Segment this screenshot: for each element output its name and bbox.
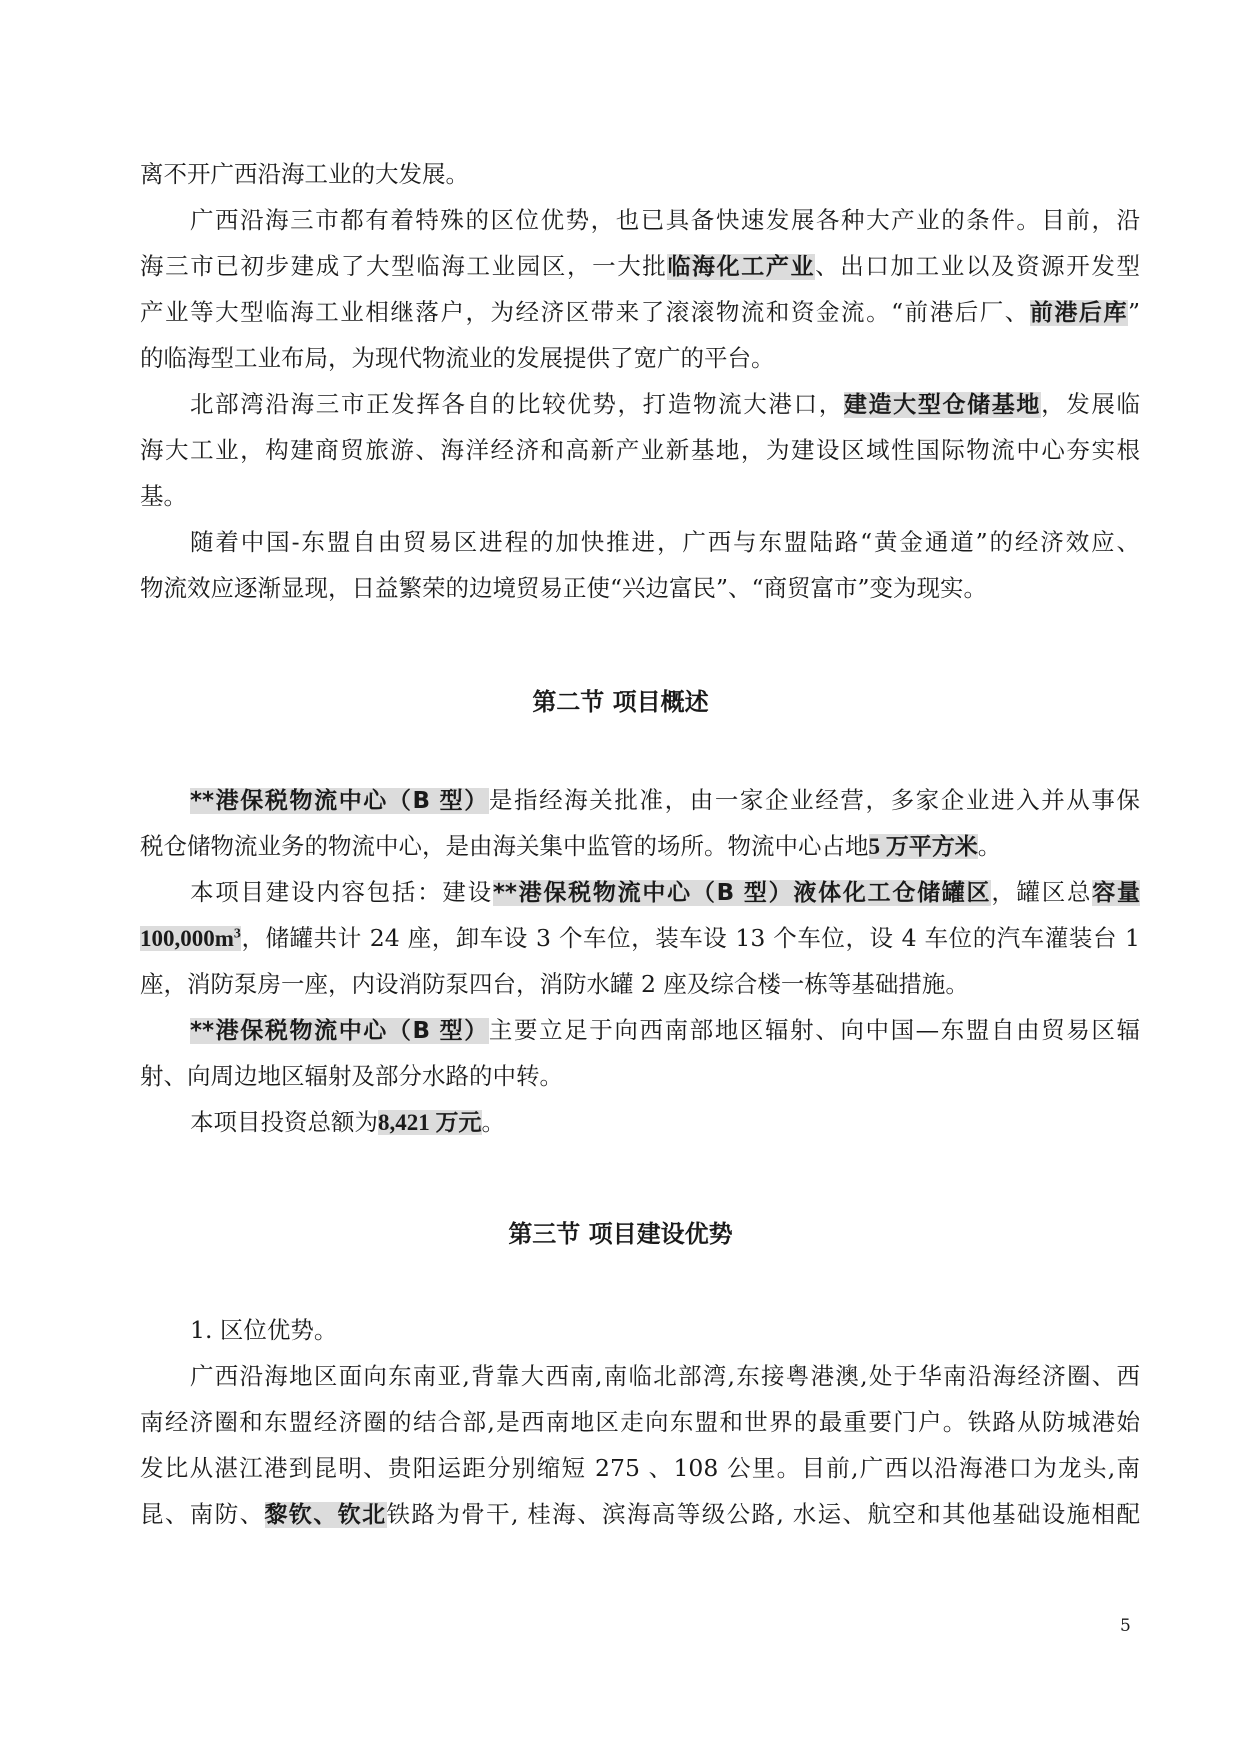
paragraph-line (140, 1452, 1140, 1484)
list-item (190, 1314, 1140, 1346)
text-run: 铁路为骨干, 桂海、滨海高等级公路, 水运、航空和其他基础设施相配 (386, 1500, 1140, 1528)
text-run: 海大工业，构建商贸旅游、海洋经济和高新产业新基地，为建设区域性国际物流中心夯实根 (140, 436, 1140, 464)
highlighted-text: **港保税物流中心（B 型） (190, 1018, 489, 1044)
highlighted-text: **港保税物流中心（B 型）液体化工仓储罐区 (492, 880, 992, 906)
paragraph-line (140, 250, 1140, 283)
highlighted-text: 建造大型仓储基地 (843, 392, 1042, 418)
text-run: 北部湾沿海三市正发挥各自的比较优势，打造物流大港口， (190, 390, 844, 418)
text-run: 1. 区位优势。 (190, 1316, 338, 1344)
paragraph-line (190, 1106, 1140, 1139)
text-run: 本项目投资总额为 (190, 1108, 378, 1136)
paragraph-line (140, 1498, 1140, 1531)
text-run: 广西沿海三市都有着特殊的区位优势，也已具备快速发展各种大产业的条件。目前，沿 (190, 206, 1140, 234)
highlighted-text: 前港后库 (1029, 300, 1128, 326)
text-run: 产业等大型临海工业相继落户，为经济区带来了滚滚物流和资金流。“前港后厂、 (140, 298, 1030, 326)
text-run: 广西沿海地区面向东南亚,背靠大西南,南临北部湾,东接粤港澳,处于华南沿海经济圈、西 (190, 1362, 1140, 1390)
text-run: 射、向周边地区辐射及部分水路的中转。 (140, 1062, 563, 1090)
text-run: 。 (481, 1108, 505, 1136)
text-run: 海三市已初步建成了大型临海工业园区，一大批 (140, 252, 668, 280)
text-run: 座，消防泵房一座，内设消防泵四台，消防水罐 2 座及综合楼一栋等基础措施。 (140, 970, 969, 998)
paragraph-line (190, 204, 1140, 236)
paragraph-line (140, 968, 1140, 1000)
text-run: 发比从湛江港到昆明、贵阳运距分别缩短 275 、108 公里。目前,广西以沿海港口为龙头,南 (140, 1454, 1140, 1482)
paragraph-line (190, 876, 1140, 909)
section-heading: 第三节 项目建设优势 (508, 1220, 733, 1248)
text-run: 主要立足于向西南部地区辐射、向中国—东盟自由贸易区辐 (488, 1016, 1141, 1044)
paragraph-line (140, 342, 1140, 374)
text-run: ，储罐共计 24 座，卸车设 3 个车位，装车设 13 个车位，设 4 车位的汽车灌装台 1 (240, 924, 1140, 952)
paragraph-line (140, 296, 1140, 329)
text-run: ” (1128, 298, 1141, 326)
paragraph-line (140, 572, 1140, 604)
text-run: 本项目建设内容包括：建设 (190, 878, 493, 906)
text-run: 的临海型工业布局，为现代物流业的发展提供了宽广的平台。 (140, 344, 775, 372)
superscript: 3 (233, 926, 241, 942)
paragraph-line (140, 1060, 1140, 1092)
paragraph-line (140, 158, 1140, 190)
text-run: 物流效应逐渐显现，日益繁荣的边境贸易正使“兴边富民”、“商贸富市”变为现实。 (140, 574, 988, 602)
text-run: 昆、南防、 (140, 1500, 265, 1528)
page-number: 5 (1120, 1616, 1131, 1636)
highlighted-text: 黎钦、钦北 (264, 1502, 387, 1528)
text-run: 随着中国-东盟自由贸易区进程的加快推进，广西与东盟陆路“黄金通道”的经济效应、 (190, 528, 1140, 556)
highlighted-text: **港保税物流中心（B 型） (190, 788, 489, 814)
highlighted-text: 临海化工产业 (667, 254, 816, 280)
paragraph-line (140, 480, 1140, 512)
paragraph-line (140, 830, 1140, 863)
highlighted-text (140, 926, 241, 951)
paragraph-line (190, 784, 1140, 817)
text-run: 。 (977, 832, 1002, 860)
paragraph-line (190, 526, 1140, 558)
text-run: ，发展临 (1041, 390, 1141, 418)
text-run: 离不开广西沿海工业的大发展。 (140, 160, 469, 188)
text-run: 是指经海关批准，由一家企业经营，多家企业进入并从事保 (488, 786, 1141, 814)
section-heading: 第二节 项目概述 (532, 688, 709, 716)
highlighted-text: 8,421 万元 (378, 1110, 482, 1135)
text-run: 基。 (140, 482, 187, 510)
highlighted-text: 5 万平方米 (868, 834, 978, 859)
text-run: 100,000m (140, 926, 234, 951)
text-run: 、出口加工业以及资源开发型 (815, 252, 1141, 280)
paragraph-line (140, 434, 1140, 466)
paragraph-line (190, 1360, 1140, 1392)
text-run: 税仓储物流业务的物流中心，是由海关集中监管的场所。物流中心占地 (140, 832, 869, 860)
highlighted-text: 容量 (1092, 880, 1141, 906)
paragraph-line (140, 1406, 1140, 1438)
text-run: 南经济圈和东盟经济圈的结合部,是西南地区走向东盟和世界的最重要门户。铁路从防城港始 (140, 1408, 1140, 1436)
paragraph-line (190, 388, 1140, 421)
paragraph-line (140, 922, 1140, 955)
paragraph-line (190, 1014, 1140, 1047)
text-run: ，罐区总 (991, 878, 1093, 906)
